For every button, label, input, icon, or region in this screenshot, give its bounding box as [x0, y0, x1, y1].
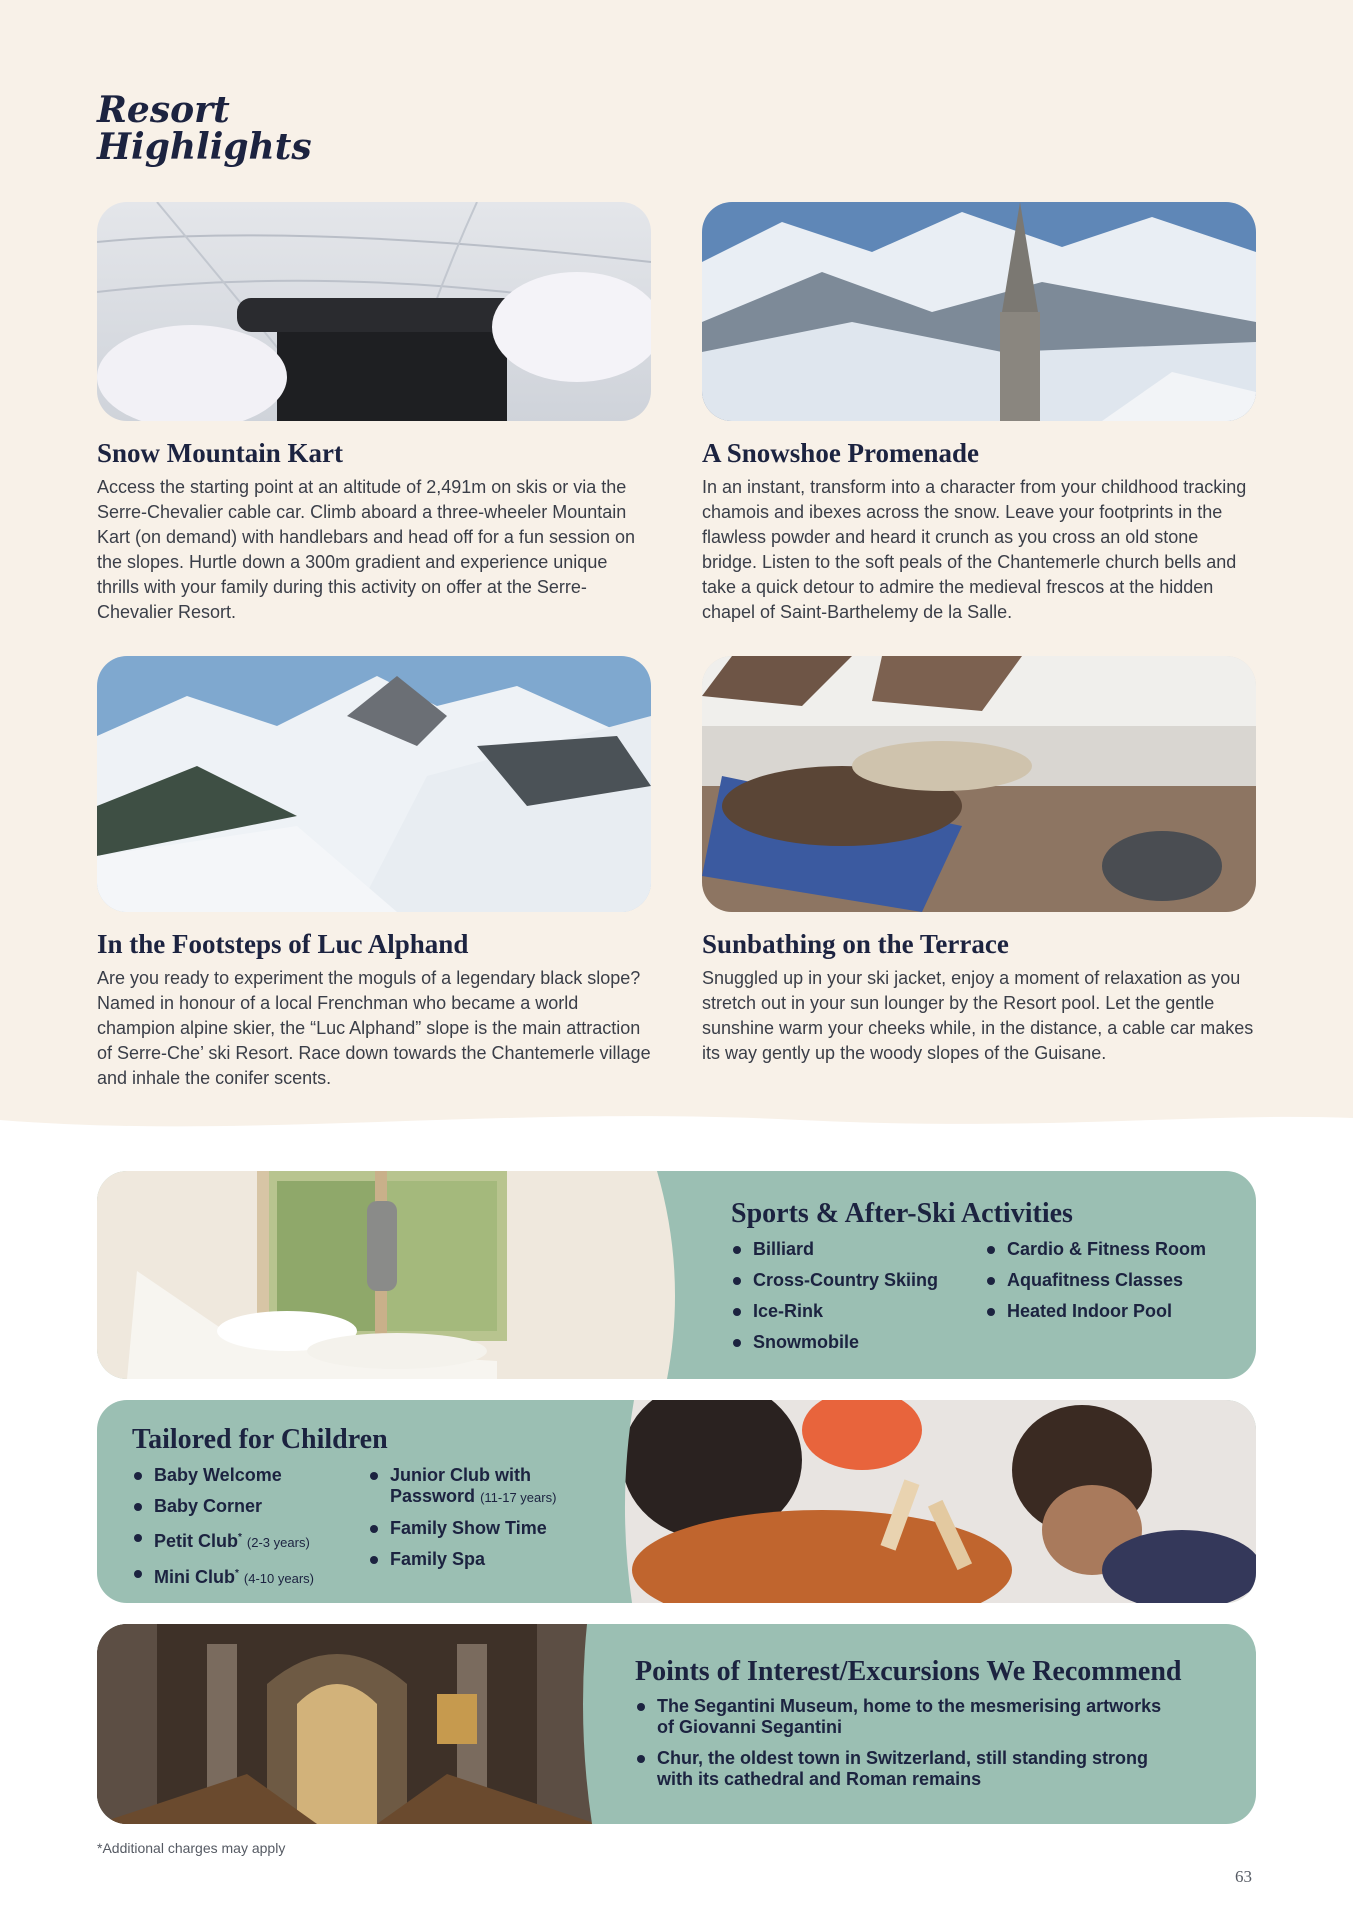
highlight-title: A Snowshoe Promenade	[702, 438, 980, 468]
sports-item: Billiard	[731, 1239, 985, 1260]
footnote: *Additional charges may apply	[97, 1840, 286, 1856]
children-item: Family Spa	[368, 1549, 588, 1570]
cathedral-interior-photo	[97, 1624, 597, 1824]
sun-lounger-terrace-photo	[702, 656, 1256, 912]
sports-item: Cardio & Fitness Room	[985, 1239, 1206, 1260]
children-item: Mini Club* (4-10 years)	[132, 1563, 368, 1589]
church-steeple-snowy-mountains-photo	[702, 202, 1256, 421]
highlight-text: Are you ready to experiment the moguls of a legendary black slope? Named in honour of a local Frenchman who became a world champion alpine skier, the “Luc Alphand” slope is the main attraction of Serre-Che’ ski Resort. Race down towards the Chantemerle village and inhale the conifer scents.	[97, 968, 651, 1088]
sports-list-col1	[731, 1239, 985, 1363]
snowy-peaks-forest-photo	[97, 656, 651, 912]
page-number: 63	[1235, 1867, 1252, 1886]
children-list-col2	[368, 1465, 588, 1599]
children-panel	[97, 1400, 1256, 1603]
spa-relaxation-room-photo	[97, 1171, 677, 1379]
sports-item: Heated Indoor Pool	[985, 1301, 1206, 1322]
highlight-text: Snuggled up in your ski jacket, enjoy a moment of relaxation as you stretch out in your sun lounger by the Resort pool. Let the gentle sunshine warm your cheeks while, in the distance, a cable car makes its way gently up the woody slopes of the Guisane.	[702, 968, 1254, 1063]
sports-item: Ice-Rink	[731, 1301, 985, 1322]
children-title: Tailored for Children	[132, 1424, 388, 1455]
excursions-title: Points of Interest/Excursions We Recommend	[635, 1656, 1182, 1687]
highlight-card-luc-alphand	[97, 656, 651, 1091]
excursions-panel	[97, 1624, 1256, 1824]
children-list-col1	[132, 1465, 368, 1599]
sports-item: Snowmobile	[731, 1332, 985, 1353]
highlight-text: Access the starting point at an altitude of 2,491m on skis or via the Serre-Chevalier cable car. Climb aboard a three-wheeler Mountain Kart (on demand) with handlebars and head off for a fun session on the slopes. Hurtle down a 300m gradient and experience unique thrills with your family during this activity on offer at the Serre-Chevalier Resort.	[97, 477, 636, 622]
children-playing-wooden-blocks-photo	[622, 1400, 1256, 1603]
children-item: Baby Corner	[132, 1496, 368, 1517]
sports-item: Aquafitness Classes	[985, 1270, 1206, 1291]
highlight-card-sunbathing	[702, 656, 1256, 1066]
sports-title: Sports & After-Ski Activities	[731, 1198, 1073, 1229]
highlight-card-mountain-kart	[97, 202, 651, 625]
sports-item: Cross-Country Skiing	[731, 1270, 985, 1291]
excursions-item: Chur, the oldest town in Switzerland, still standing strong with its cathedral and Roman remains	[635, 1748, 1175, 1790]
highlight-card-snowshoe	[702, 202, 1256, 625]
highlight-title: Sunbathing on the Terrace	[702, 929, 1009, 959]
page-title: Resort Highlights	[97, 89, 312, 168]
highlight-title: Snow Mountain Kart	[97, 438, 344, 468]
children-item: Petit Club* (2-3 years)	[132, 1527, 368, 1553]
highlight-title: In the Footsteps of Luc Alphand	[97, 929, 469, 959]
highlight-text: In an instant, transform into a character from your childhood tracking chamois and ibexes across the snow. Leave your footprints in the flawless powder and heard it crunch as you cross an old stone bridge. Listen to the soft peals of the Chantemerle church bells and take a quick detour to admire the medieval frescos at the hidden chapel of Saint-Barthelemy de la Salle.	[702, 477, 1247, 622]
sports-list-col2	[985, 1239, 1206, 1363]
children-item: Family Show Time	[368, 1518, 588, 1539]
children-item: Baby Welcome	[132, 1465, 368, 1486]
wave-divider	[0, 1100, 1353, 1170]
excursions-item: The Segantini Museum, home to the mesmerising artworks of Giovanni Segantini	[635, 1696, 1175, 1738]
children-item: Junior Club with Password (11-17 years)	[368, 1465, 568, 1508]
mountain-kart-handlebars-photo	[97, 202, 651, 421]
excursions-list	[635, 1696, 1175, 1790]
sports-activities-panel	[97, 1171, 1256, 1379]
